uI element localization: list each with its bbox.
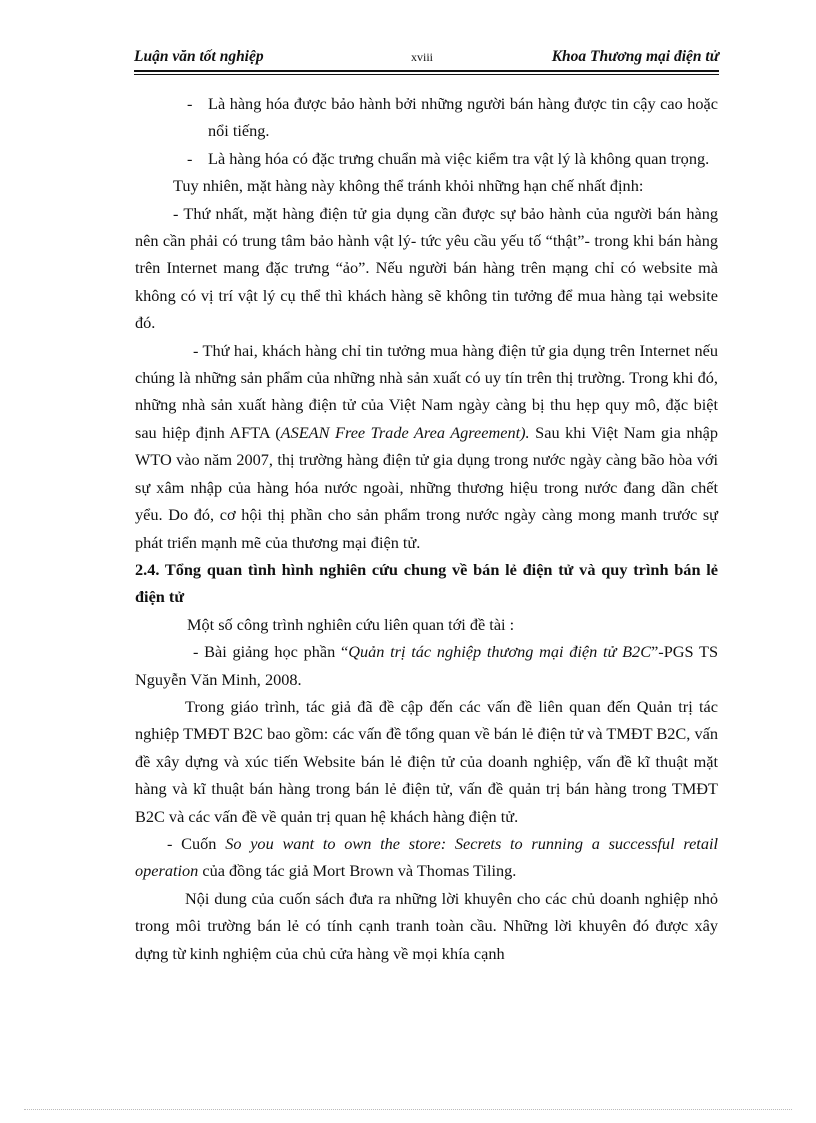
header-thesis-title: Luận văn tốt nghiệp	[134, 48, 264, 65]
text-run: - Cuốn	[167, 833, 226, 853]
section-heading: 2.4. Tổng quan tình hình nghiên cứu chung về bán lẻ điện tử và quy trình bán lẻ điện tử	[135, 559, 718, 607]
text-run: ”-PGS TS Nguyễn Văn Minh, 2008.	[135, 642, 719, 689]
text-run: - Bài giảng học phần “	[193, 642, 349, 662]
paragraph-lecture-reference	[135, 638, 718, 693]
bullet-dash: -	[187, 94, 193, 113]
paragraph-textbook-summary: Trong giáo trình, tác giả đã đề cập đến các vấn đề liên quan đến Quản trị tác nghiệp TMĐT B2C bao gồm: các vấn đề tổng quan về bán lẻ điện tử và TMĐT B2C, vấn đề xây dựng và xúc tiến Website bán lẻ điện tử của doanh nghiệp, vấn đề kĩ thuật mặt hàng và kĩ thuật bán hàng trong bán lẻ điện tử, vấn đề quản trị bán hàng trong TMĐT B2C và các vấn đề về quản trị quan hệ khách hàng điện tử.	[135, 696, 718, 826]
paragraph-second-limitation	[135, 337, 718, 556]
header-rule-thin	[134, 74, 719, 75]
paragraph-limitations-intro: Tuy nhiên, mặt hàng này không thể tránh khỏi những hạn chế nhất định:	[173, 176, 644, 196]
text-run: của đồng tác giả Mort Brown và Thomas Tiling.	[198, 861, 517, 881]
page-number: xviii	[411, 50, 434, 64]
italic-run: So you want to own the store: Secrets to running a successful retail operation	[135, 833, 719, 881]
bullet-text: Là hàng hóa có đặc trưng chuẩn mà việc kiểm tra vật lý là không quan trọng.	[208, 148, 710, 168]
bullet-dash: -	[187, 148, 193, 168]
header-rule	[134, 70, 719, 72]
bullet-item-warranty	[135, 90, 718, 145]
text-run: - Thứ hai, khách hàng chỉ tin tưởng mua hàng điện tử gia dụng trên Internet nếu chúng là những sản phẩm của những nhà sản xuất có uy tín trên thị trường. Trong khi đó, những nhà sản xuất hàng điện tử của Việt Nam ngày càng bị thu hẹp quy mô, đặc biệt sau hiệp định AFTA (	[135, 340, 718, 442]
italic-run: Quản trị tác nghiệp thương mại điện tử B2C	[348, 642, 652, 662]
document-body	[135, 90, 718, 967]
paragraph-book-reference	[135, 830, 718, 885]
header-faculty: Khoa Thương mại điện tử	[551, 48, 719, 65]
page-header	[134, 48, 719, 68]
paragraph-research-intro: Một số công trình nghiên cứu liên quan tới đề tài :	[187, 614, 515, 634]
paragraph-book-summary: Nội dung của cuốn sách đưa ra những lời khuyên cho các chủ doanh nghiệp nhỏ trong môi trường bán lẻ có tính cạnh tranh toàn cầu. Những lời khuyên đó được xây dựng từ kinh nghiệm của chủ cửa hàng về mọi khía cạnh	[135, 888, 718, 963]
italic-run: ASEAN Free Trade Area Agreement).	[280, 422, 530, 442]
bullet-item-standard	[135, 145, 718, 172]
text-run: Sau khi Việt Nam gia nhập WTO vào năm 2007, thị trường hàng điện tử gia dụng trong nước ngày càng bão hòa với sự xâm nhập của hàng hóa nước ngoài, những thương hiệu trong nước đang dần chết yểu. Do đó, cơ hội thị phần cho sản phẩm trong nước ngày càng mong manh trước sự phát triển mạnh mẽ của thương mại điện tử.	[135, 422, 718, 552]
page-bottom-border	[24, 1109, 792, 1110]
bullet-text: Là hàng hóa được bảo hành bởi những người bán hàng được tin cậy cao hoặc nổi tiếng.	[208, 94, 718, 141]
paragraph-first-limitation: - Thứ nhất, mặt hàng điện tử gia dụng cần được sự bảo hành của người bán hàng nên cần phải có trung tâm bảo hành vật lý- tức yêu cầu yếu tố “thật”- trong khi bán hàng trên Internet mang đặc trưng “ảo”. Nếu người bán hàng trên mạng chỉ có website mà không có vị trí vật lý cụ thể thì khách hàng sẽ không tin tưởng để mua hàng tại website đó.	[135, 203, 718, 333]
